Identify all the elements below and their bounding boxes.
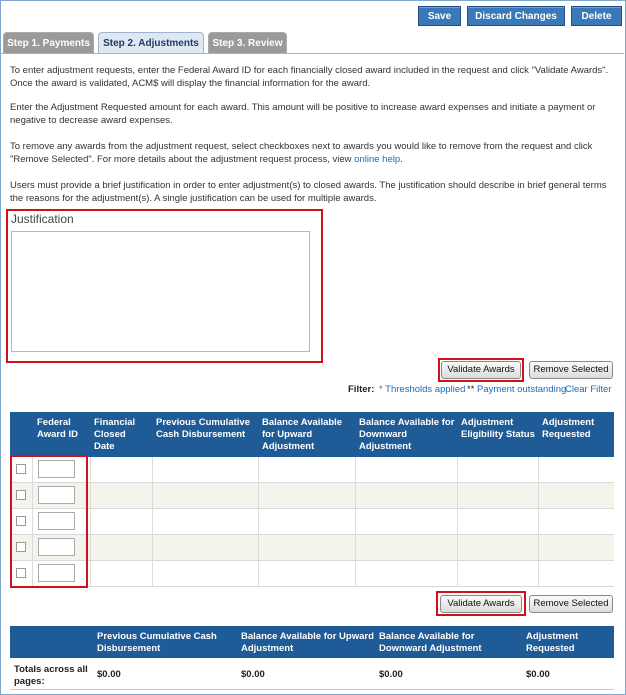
filter-label: Filter: xyxy=(348,384,375,395)
col-balance-upward[interactable]: Balance Available for Upward Adjustment xyxy=(262,417,343,452)
totals-previous-cumulative-value: $0.00 xyxy=(97,669,121,680)
instruction-paragraph-2: Enter the Adjustment Requested amount for each award. This amount will be positive to increase award expenses and initiate a payment or negative to decrease award expenses. xyxy=(10,102,596,126)
justification-textarea[interactable] xyxy=(11,231,310,352)
table-row xyxy=(10,535,614,561)
table-row xyxy=(10,561,614,587)
thresholds-applied-link[interactable]: Thresholds applied xyxy=(385,384,466,395)
instruction-paragraph-1: To enter adjustment requests, enter the Federal Award ID for each financially closed award included in the request and click "Validate Awards". Once the award is validated, ACM$ will display the financial information for the award. xyxy=(10,65,609,89)
totals-row xyxy=(10,658,614,690)
totals-adjustment-requested-value: $0.00 xyxy=(526,669,550,680)
totals-table-header xyxy=(10,626,614,658)
payment-outstanding-mark: ** xyxy=(467,384,475,395)
column-divider xyxy=(538,457,539,587)
column-divider xyxy=(90,457,91,587)
tab-step-3-review[interactable]: Step 3. Review xyxy=(208,32,287,54)
justification-label: Justification xyxy=(11,212,74,226)
toolbar xyxy=(1,1,625,27)
validate-awards-button-bottom[interactable]: Validate Awards xyxy=(440,595,522,613)
table-row xyxy=(10,483,614,509)
discard-changes-button[interactable]: Discard Changes xyxy=(467,6,565,26)
totals-row-label: Totals across all pages: xyxy=(14,664,88,687)
col-previous-cumulative-cash-disbursement[interactable]: Previous Cumulative Cash Disbursement xyxy=(156,417,250,440)
awards-table-header xyxy=(10,412,614,457)
validate-awards-button-top[interactable]: Validate Awards xyxy=(441,361,521,379)
totals-balance-upward-value: $0.00 xyxy=(241,669,265,680)
col-adjustment-eligibility-status[interactable]: Adjustment Eligibility Status xyxy=(461,417,535,440)
column-divider xyxy=(355,457,356,587)
column-divider xyxy=(258,457,259,587)
instruction-paragraph-3-text: To remove any awards from the adjustment request, select checkboxes next to awards you would like to remove from the request and click "Remove Selected". For more details about the adjustment request process, view xyxy=(10,141,593,165)
tab-step-1-payments[interactable]: Step 1. Payments xyxy=(3,32,94,54)
clear-filter-link[interactable]: Clear Filter xyxy=(565,384,612,395)
column-divider xyxy=(457,457,458,587)
col-balance-downward[interactable]: Balance Available for Downward Adjustment xyxy=(359,417,455,452)
thresholds-mark: * xyxy=(379,384,383,395)
payment-outstanding-link[interactable]: Payment outstanding xyxy=(477,384,567,395)
instruction-paragraph-3 xyxy=(10,140,610,166)
tab-step-2-adjustments[interactable]: Step 2. Adjustments xyxy=(98,32,204,55)
totals-col-previous-cumulative: Previous Cumulative Cash Disbursement xyxy=(97,631,217,654)
remove-selected-button-top[interactable]: Remove Selected xyxy=(529,361,613,379)
column-divider xyxy=(152,457,153,587)
award-id-column-highlight xyxy=(10,455,88,588)
delete-button[interactable]: Delete xyxy=(571,6,622,26)
filter-thresholds[interactable] xyxy=(379,384,465,395)
online-help-link[interactable]: online help xyxy=(354,154,401,165)
totals-col-balance-downward: Balance Available for Downward Adjustment xyxy=(379,631,482,654)
totals-balance-downward-value: $0.00 xyxy=(379,669,403,680)
col-federal-award-id[interactable]: Federal Award ID xyxy=(37,417,79,440)
totals-col-adjustment-requested: Adjustment Requested xyxy=(526,631,579,654)
table-row xyxy=(10,509,614,535)
instruction-paragraph-4: Users must provide a brief justification in order to enter adjustment(s) to closed awards. The justification should describe in brief general terms the reasons for the adjustment(s). A single justification can be used for multiple awards. xyxy=(10,180,607,204)
save-button[interactable]: Save xyxy=(418,6,461,26)
step-tabs xyxy=(0,32,626,54)
remove-selected-button-bottom[interactable]: Remove Selected xyxy=(529,595,613,613)
filter-payment-outstanding[interactable] xyxy=(467,384,566,395)
totals-col-balance-upward: Balance Available for Upward Adjustment xyxy=(241,631,374,654)
col-financial-closed-date[interactable]: Financial Closed Date xyxy=(94,417,136,452)
instruction-paragraph-3-end: . xyxy=(400,154,403,165)
col-adjustment-requested[interactable]: Adjustment Requested xyxy=(542,417,595,440)
table-row xyxy=(10,457,614,483)
